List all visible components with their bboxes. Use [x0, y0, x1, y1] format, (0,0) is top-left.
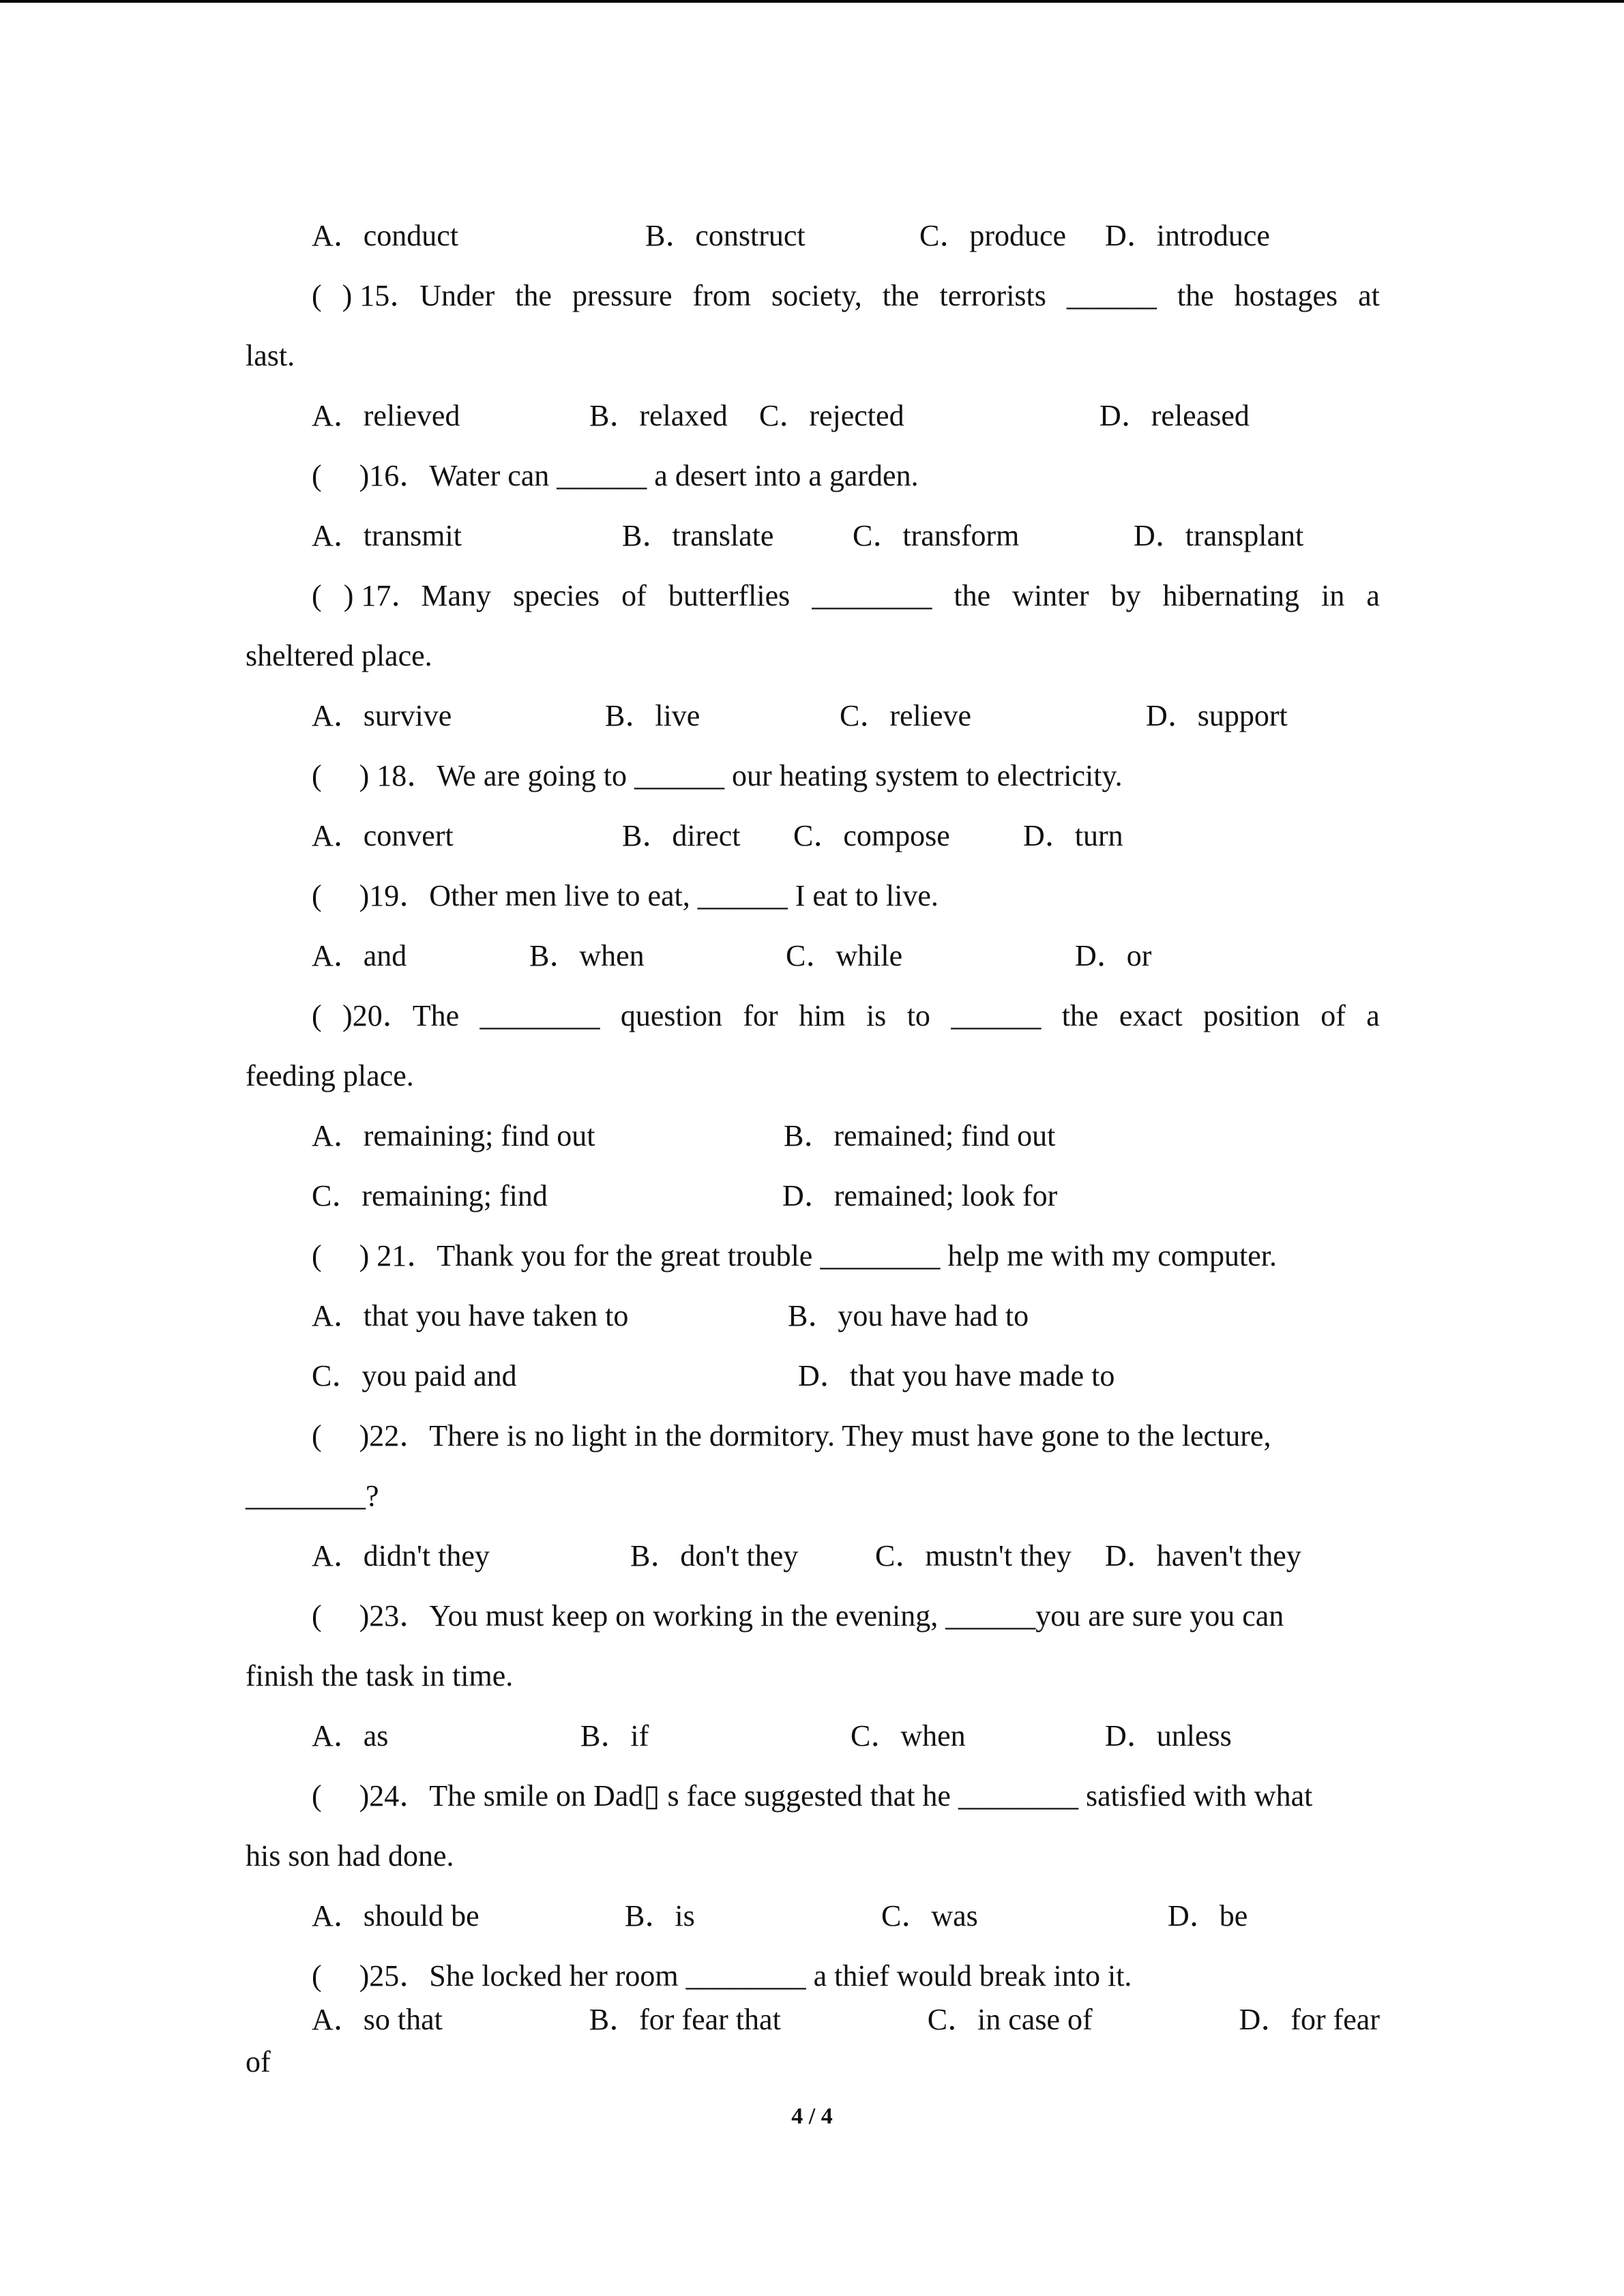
q14-option-c: C．produce: [919, 219, 1067, 252]
q25-option-a: A．so that: [312, 2003, 443, 2036]
q18-option-a: A．convert: [312, 819, 454, 852]
q23-option-c: C．when: [851, 1719, 966, 1753]
q15-stem: ( ) 15．Under the pressure from society, the terrorists ______ the hostages at: [312, 279, 1380, 312]
q20-option-c: C．remaining; find: [312, 1179, 548, 1212]
q18-stem: ( ) 18．We are going to ______ our heating system to electricity.: [312, 759, 1123, 792]
q22-stem: ( )22．There is no light in the dormitory. They must have gone to the lecture,: [312, 1419, 1271, 1452]
q21-option-c: C．you paid and: [312, 1359, 517, 1392]
q24-option-c: C．was: [881, 1899, 978, 1933]
q20-option-a: A．remaining; find out: [312, 1119, 595, 1152]
q16-option-a: A．transmit: [312, 519, 462, 552]
q19-option-a: A．and: [312, 939, 407, 972]
q14-option-a: A．conduct: [312, 219, 459, 252]
q22-option-d: D．haven't they: [1105, 1539, 1301, 1572]
q25-options: [312, 1999, 1380, 2040]
q19-option-b: B．when: [529, 939, 645, 972]
q16-option-d: D．transplant: [1134, 519, 1304, 552]
q22-stem-cont: ________?: [246, 1479, 379, 1512]
q16-option-c: C．transform: [853, 519, 1020, 552]
q22-option-c: C．mustn't they: [875, 1539, 1072, 1572]
q21-option-a: A．that you have taken to: [312, 1299, 629, 1332]
q25-stem: ( )25．She locked her room ________ a thief would break into it.: [312, 1959, 1132, 1993]
q24-option-d: D．be: [1168, 1899, 1248, 1933]
q18-option-d: D．turn: [1023, 819, 1123, 852]
q22-option-b: B．don't they: [630, 1539, 799, 1572]
page-number: 4 / 4: [791, 2104, 833, 2129]
q25-option-d-cont: of: [246, 2045, 271, 2078]
q15-option-d: D．released: [1099, 399, 1250, 432]
q23-option-d: D．unless: [1105, 1719, 1232, 1753]
q18-option-b: B．direct: [622, 819, 741, 852]
q16-stem: ( )16．Water can ______ a desert into a garden.: [312, 459, 919, 492]
q24-stem-cont: his son had done.: [246, 1839, 454, 1873]
q25-option-c: C．in case of: [927, 2003, 1093, 2036]
q17-option-a: A．survive: [312, 699, 452, 732]
q23-stem-cont: finish the task in time.: [246, 1659, 514, 1693]
q17-stem-cont: sheltered place.: [246, 639, 432, 672]
q23-option-b: B．if: [580, 1719, 649, 1753]
top-border: [0, 0, 1624, 3]
q15-option-c: C．rejected: [759, 399, 904, 432]
q21-option-b: B．you have had to: [788, 1299, 1029, 1332]
q19-option-c: C．while: [786, 939, 903, 972]
q20-option-b: B．remained; find out: [784, 1119, 1056, 1152]
q24-option-b: B．is: [625, 1899, 695, 1933]
q25-option-d: D．for fear: [1239, 2003, 1380, 2036]
q18-option-c: C．compose: [793, 819, 950, 852]
q20-option-d: D．remained; look for: [782, 1179, 1058, 1212]
q24-stem: ( )24．The smile on Dad▯ s face suggested that he ________ satisfied with what: [312, 1779, 1313, 1813]
q14-option-d: D．introduce: [1105, 219, 1270, 252]
q17-option-d: D．support: [1146, 699, 1288, 732]
q21-stem: ( ) 21．Thank you for the great trouble ________ help me with my computer.: [312, 1239, 1278, 1272]
q15-stem-cont: last.: [246, 339, 295, 372]
q24-option-a: A．should be: [312, 1899, 479, 1933]
q19-option-d: D．or: [1075, 939, 1152, 972]
q14-option-b: B．construct: [645, 219, 806, 252]
q25-option-b: B．for fear that: [589, 2003, 781, 2036]
q15-option-a: A．relieved: [312, 399, 460, 432]
q16-option-b: B．translate: [622, 519, 774, 552]
q22-option-a: A．didn't they: [312, 1539, 490, 1572]
q20-stem-cont: feeding place.: [246, 1059, 414, 1092]
q17-option-b: B．live: [605, 699, 700, 732]
q23-stem: ( )23．You must keep on working in the evening, ______you are sure you can: [312, 1599, 1284, 1632]
q17-stem: ( ) 17．Many species of butterflies ________ the winter by hibernating in a: [312, 579, 1380, 612]
q19-stem: ( )19．Other men live to eat, ______ I eat to live.: [312, 879, 939, 912]
q23-option-a: A．as: [312, 1719, 389, 1753]
q17-option-c: C．relieve: [840, 699, 972, 732]
q20-stem: ( )20．The ________ question for him is to ______ the exact position of a: [312, 999, 1380, 1032]
q15-option-b: B．relaxed: [589, 399, 728, 432]
q21-option-d: D．that you have made to: [798, 1359, 1115, 1392]
